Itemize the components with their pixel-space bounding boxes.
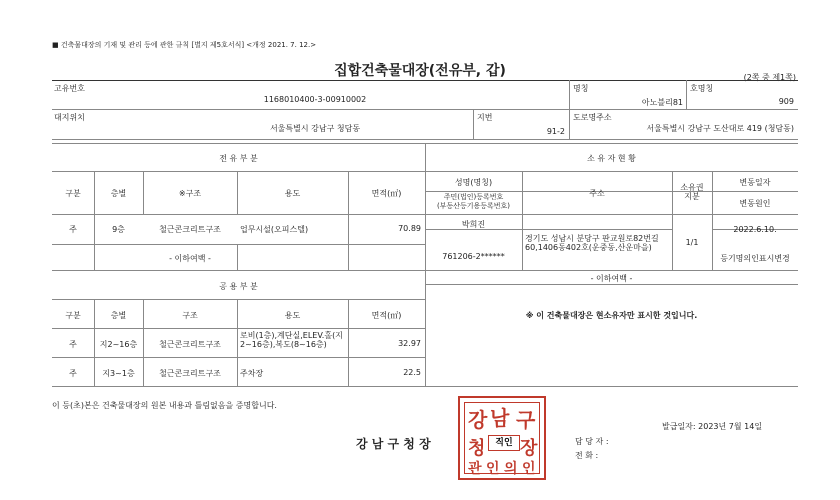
- common-col-use: 용도: [284, 311, 301, 320]
- id-label: 고유번호: [54, 84, 85, 93]
- certify-text: 이 등(초)본은 건축물대장의 원본 내용과 틀림없음을 증명합니다.: [52, 401, 277, 410]
- owner-col-share: 소유권 지분: [680, 183, 704, 201]
- owner-regnum: 761206-2******: [442, 252, 505, 261]
- col-area: 면적(㎡): [371, 189, 402, 198]
- clerk-label: 담 당 자 :: [575, 437, 609, 446]
- col-type: 구분: [65, 189, 81, 198]
- owner-address: 경기도 성남시 분당구 판교원로82번길 60,1406동402호(운중동,산운마을): [525, 234, 659, 252]
- seal-label: 직인: [488, 435, 520, 451]
- common-row-type: 주: [69, 369, 77, 378]
- owner-col-regnum: 주민(법인)등록번호 (부동산등기용등록번호): [436, 193, 511, 210]
- lot-label: 지번: [477, 113, 493, 122]
- owner-share: 1/1: [685, 238, 699, 247]
- common-col-struct: 구조: [182, 311, 198, 320]
- col-use: 용도: [284, 189, 301, 198]
- excl-row-area: 70.89: [398, 224, 421, 233]
- common-row-floor: 지2~16층: [99, 340, 138, 349]
- owner-note: ※ 이 건축물대장은 현소유자만 표시한 것입니다.: [525, 311, 698, 320]
- road-value: 서울특별시 강남구 도산대로 419 (청담동): [646, 124, 794, 133]
- name-value: 아노블리81: [641, 98, 683, 107]
- owner-change-date: 2022.6.10.: [733, 225, 777, 234]
- excl-row-use: 업무시설(오피스텔): [240, 225, 309, 234]
- owner-col-address: 주소: [589, 189, 605, 198]
- col-floor: 층별: [110, 189, 127, 198]
- common-col-type: 구분: [65, 311, 81, 320]
- phone-label: 전 화 :: [575, 451, 599, 460]
- excl-row-floor: 9층: [112, 225, 125, 234]
- owner-name: 박희진: [461, 220, 486, 229]
- unit-label: 호명칭: [690, 84, 714, 93]
- common-row-use: 로비(1층),계단실,ELEV.홀(지2~16층),복도(8~16층): [240, 331, 343, 349]
- excl-blank: - 이하여백 -: [169, 254, 211, 263]
- owner-change-reason: 등기명의인표시변경: [720, 254, 790, 263]
- official-seal-icon: 강 남 구 청 장 관 인 의 인 직인: [458, 396, 546, 480]
- common-col-floor: 층별: [110, 311, 127, 320]
- excl-row-struct: 철근콘크리트구조: [159, 225, 221, 234]
- common-row-use: 주차장: [240, 369, 264, 378]
- document-title: 집합건축물대장(전유부, 갑): [334, 63, 506, 79]
- common-row-struct: 철근콘크리트구조: [159, 369, 221, 378]
- site-value: 서울특별시 강남구 청담동: [269, 124, 361, 133]
- owner-blank: - 이하여백 -: [590, 274, 633, 283]
- id-value: 1168010400-3-00910002: [263, 95, 367, 104]
- unit-value: 909: [778, 97, 794, 106]
- common-col-area: 면적(㎡): [371, 311, 402, 320]
- col-struct: ※구조: [178, 189, 202, 198]
- office-name: 강 남 구 청 장: [356, 437, 431, 451]
- common-row-type: 주: [69, 340, 77, 349]
- common-row-area: 32.97: [398, 339, 421, 348]
- name-label: 명칭: [573, 84, 589, 93]
- page-info: (2쪽 중 제1쪽): [743, 73, 796, 82]
- owner-col-name: 성명(명칭): [454, 178, 493, 187]
- exclusive-section-label: 전 유 부 분: [219, 154, 258, 163]
- common-section-label: 공 용 부 분: [219, 282, 258, 291]
- excl-row-type: 주: [69, 225, 77, 234]
- lot-value: 91-2: [546, 127, 565, 136]
- owner-col-change-reason: 변동원인: [739, 199, 771, 208]
- common-row-floor: 지3~1층: [102, 369, 135, 378]
- common-row-area: 22.5: [403, 368, 421, 377]
- common-row-struct: 철근콘크리트구조: [159, 340, 221, 349]
- site-label: 대지위치: [54, 113, 85, 122]
- form-note: ■ 건축물대장의 기재 및 관리 등에 관한 규칙 [별지 제5호서식] <개정 2021. 7. 12.>: [52, 41, 317, 49]
- issue-date: 발급일자: 2023년 7월 14일: [662, 422, 763, 431]
- road-label: 도로명주소: [573, 113, 612, 122]
- owner-section-label: 소 유 자 현 황: [587, 154, 636, 163]
- owner-col-change-date: 변동일자: [739, 178, 771, 187]
